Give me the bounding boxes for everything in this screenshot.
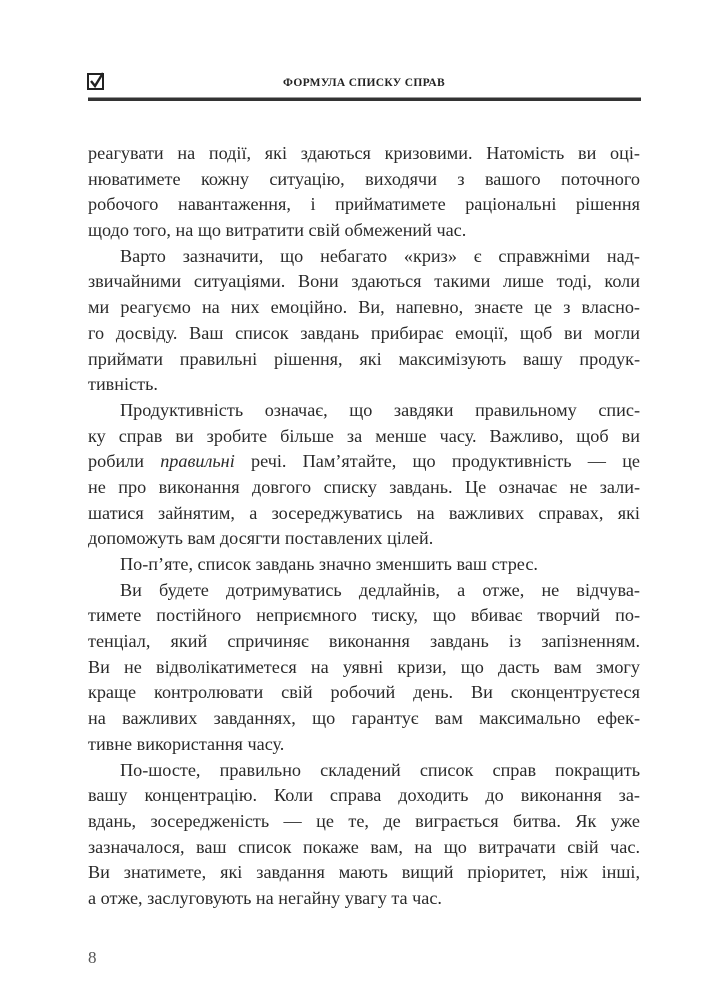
text-line: зазначалося, ваш список покаже вам, на що витрачати свій час. [88, 836, 640, 857]
text-line: Ви будете дотримуватись дедлайнів, а отже, не відчува- [120, 579, 640, 600]
text-line: на важливих завданнях, що гарантує вам максимально ефек- [88, 708, 640, 729]
text-line [88, 449, 640, 475]
text-line: приймати правильні рішення, які максимізують вашу продук- [88, 348, 640, 369]
text-line: звичайними ситуаціями. Вони здаються такими лише тоді, коли [88, 271, 640, 292]
text-line: робочого навантаження, і прийматимете раціональні рішення [88, 194, 640, 215]
running-header-title: ФОРМУЛА СПИСКУ СПРАВ [283, 77, 445, 89]
text-line: щодо того, на що витратити свій обмежений час. [88, 220, 467, 241]
text-line: тивність. [88, 374, 158, 395]
text-line: не про виконання довгого списку завдань. Це означає не зали- [88, 476, 640, 497]
text-segment: робили [88, 451, 161, 472]
text-line: а отже, заслуговують на негайну увагу та час. [88, 887, 442, 908]
text-line: го досвіду. Ваш список завдань прибирає емоції, щоб ви могли [88, 322, 640, 343]
text-line: ми реагуємо на них емоційно. Ви, напевно, знаєте це з власно- [88, 297, 640, 318]
text-line: Ви не відволікатиметеся на уявні кризи, що дасть вам змогу [88, 656, 640, 677]
text-line: вдань, зосередженість — це те, де виграється битва. Як уже [88, 810, 640, 831]
text-line: допоможуть вам досягти поставлених цілей. [88, 528, 434, 549]
emphasis-text: правильні [160, 451, 235, 472]
text-line: Продуктивність означає, що завдяки правильному спис- [120, 399, 640, 420]
text-line: тимете постійного неприємного тиску, що вбиває творчий по- [88, 605, 640, 626]
text-segment: речі. Пам’ятайте, що продуктивність — це [234, 451, 640, 472]
text-line: реагувати на події, які здаються кризовими. Натомість ви оці- [88, 143, 640, 163]
text-line: шатися зайнятим, а зосереджуватись на важливих справах, які [88, 502, 640, 523]
text-line: ку справ ви зробите більше за менше часу. Важливо, щоб ви [88, 425, 640, 446]
page-number: 8 [88, 948, 97, 967]
page-body [88, 141, 640, 912]
text-line: Варто зазначити, що небагато «криз» є справжніми над- [120, 245, 640, 266]
text-line: краще контролювати свій робочий день. Ви сконцентруєтеся [88, 682, 640, 703]
text-line: По-шосте, правильно складений список справ покращить [120, 759, 640, 780]
text-line: вашу концентрацію. Коли справа доходить до виконання за- [88, 785, 640, 806]
text-line: тивне використання часу. [88, 733, 285, 754]
text-line: нюватимете кожну ситуацію, виходячи з вашого поточного [88, 168, 640, 189]
header-rule [88, 97, 641, 101]
text-line: Ви знатимете, які завдання мають вищий пріоритет, ніж інші, [88, 862, 640, 883]
text-line: тенціал, який спричиняє виконання завдань із запізненням. [88, 631, 640, 652]
text-line: По-п’яте, список завдань значно зменшить ваш стрес. [120, 554, 538, 574]
